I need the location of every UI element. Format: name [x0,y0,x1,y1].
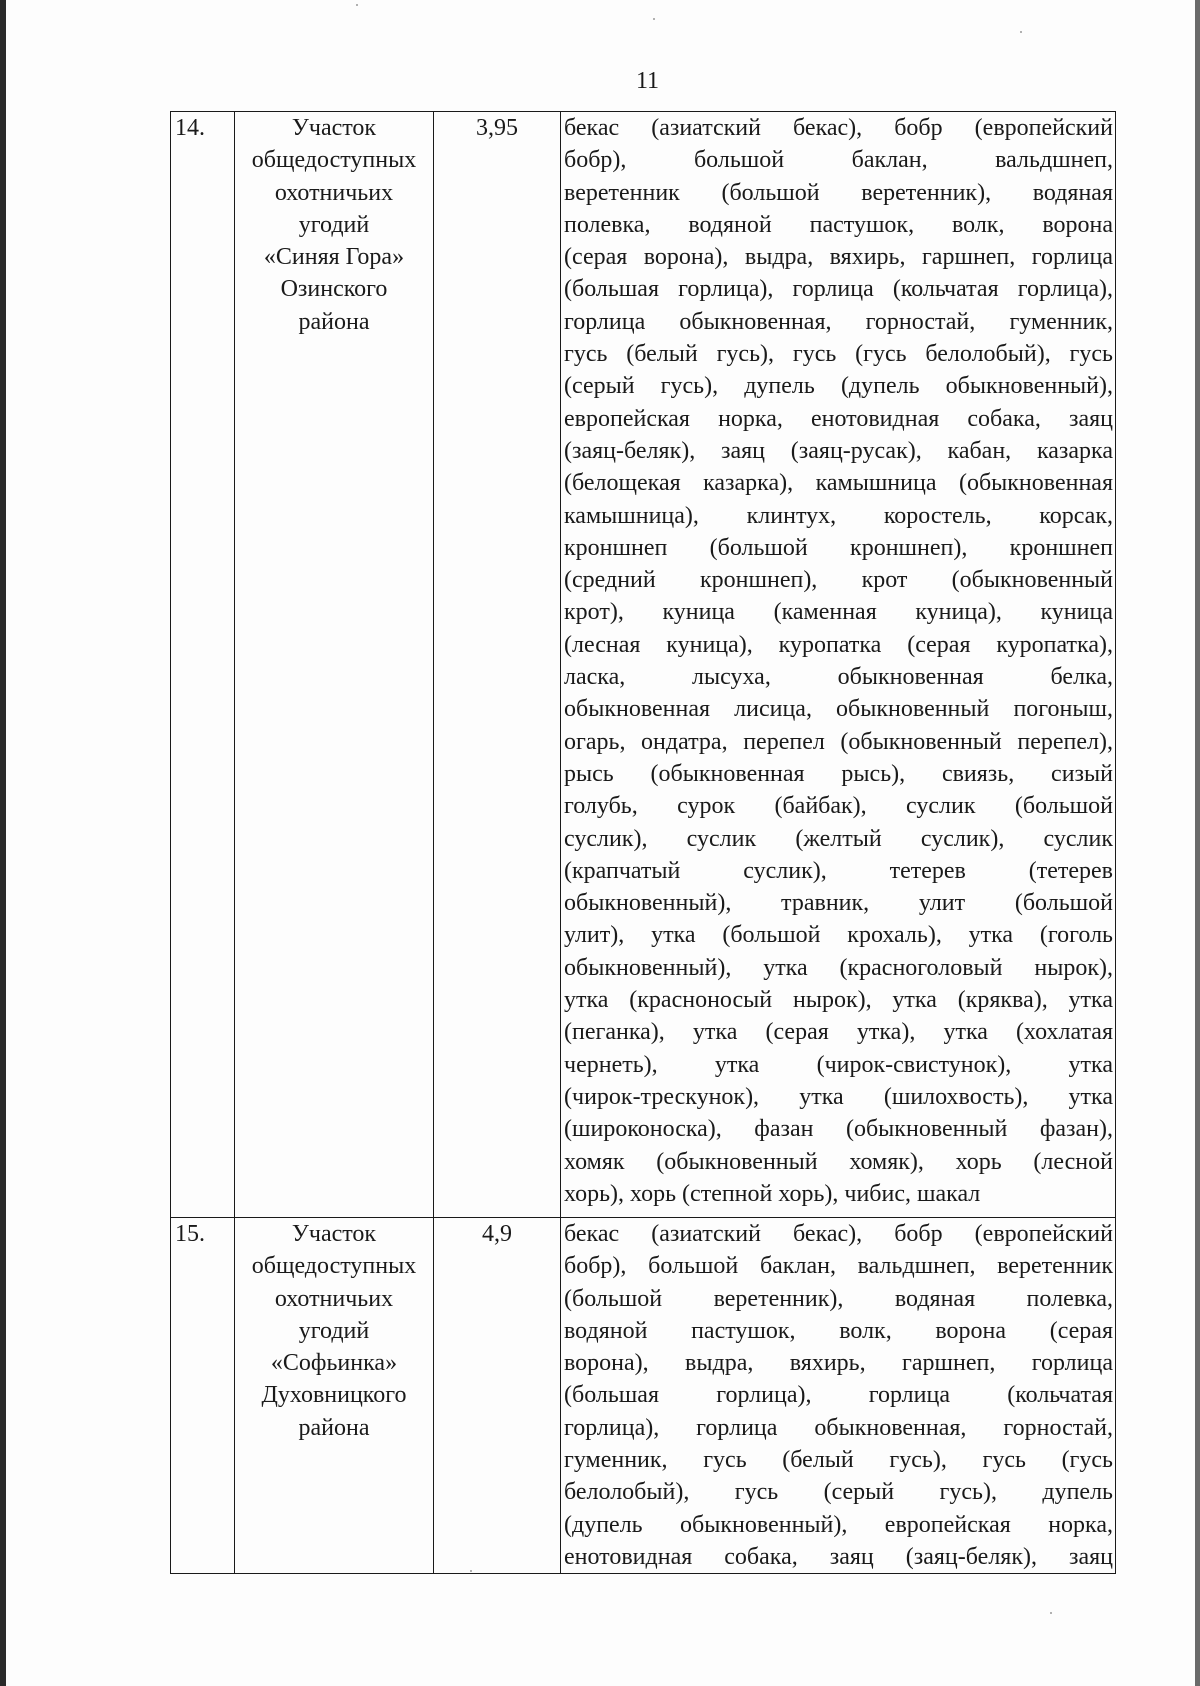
species-line: обыкновенный), травник, улит (большой [564,890,1113,917]
species-line: (крапчатый суслик), тетерев (тетерев [564,857,1113,884]
scan-speck [356,4,358,6]
species-line: (заяц-беляк), заяц (заяц-русак), кабан, казарка [564,437,1113,464]
ground-name-line: района [298,1414,370,1441]
ground-name-cell [235,1218,434,1574]
area-value: 4,9 [482,1221,512,1247]
species-list-cell [561,112,1116,1218]
scan-speck [1050,1612,1052,1614]
scan-edge-right [1195,0,1200,1686]
table-row [171,1218,1116,1574]
row-number: 15. [175,1221,205,1247]
table-body [171,112,1116,1574]
species-line: европейская норка, енотовидная собака, заяц [564,405,1113,432]
species-line: бекас (азиатский бекас), бобр (европейский [564,115,1113,141]
species-line: гусь (белый гусь), гусь (гусь белолобый), гусь [564,341,1113,368]
species-line: ворона), выдра, вяхирь, гаршнеп, горлица [564,1350,1113,1377]
ground-name-line: Участок [291,115,377,141]
ground-name-line: Участок [291,1221,377,1247]
ground-name-line: охотничьих [274,1285,394,1312]
species-line: чернеть), утка (чирок-свистунок), утка [564,1051,1113,1078]
species-line: бобр), большой баклан, вальдшнеп, [564,147,1113,174]
ground-name-line: общедоступных [251,147,417,174]
species-line: огарь, ондатра, перепел (обыкновенный перепел), [564,728,1113,755]
table-row [171,112,1116,1218]
species-line: (дупель обыкновенный), европейская норка, [564,1511,1113,1538]
species-line: голубь, сурок (байбак), суслик (большой [564,793,1113,820]
scan-speck [653,18,655,20]
species-line: (большая горлица), горлица (кольчатая [564,1382,1113,1409]
area-cell [434,1218,561,1574]
row-number-cell [171,112,235,1218]
scan-edge-left [0,0,6,1686]
species-line: камышница), клинтух, коростель, корсак, [564,502,1113,529]
species-line: ласка, лысуха, обыкновенная белка, [564,664,1113,691]
species-line: (средний кроншнеп), крот (обыкновенный [564,567,1113,594]
scan-speck [470,1570,472,1572]
species-line: хомяк (обыкновенный хомяк), хорь (лесной [564,1148,1113,1175]
species-line: хорь), хорь (степной хорь), чибис, шакал [564,1180,981,1207]
species-line: (пеганка), утка (серая утка), утка (хохлатая [564,1019,1113,1046]
species-line: гуменник, гусь (белый гусь), гусь (гусь [564,1447,1113,1474]
species-line: полевка, водяной пастушок, волк, ворона [564,211,1113,238]
hunting-grounds-table [170,111,1116,1574]
row-number: 14. [175,115,205,141]
species-line: суслик), суслик (желтый суслик), суслик [564,825,1113,852]
ground-name-line: «Синяя Гора» [263,244,405,271]
ground-name-line: общедоступных [251,1253,417,1280]
ground-name-line: угодий [298,211,370,238]
species-line: (чирок-трескунок), утка (шилохвость), утка [564,1083,1113,1110]
species-line: рысь (обыкновенная рысь), свиязь, сизый [564,760,1113,787]
species-line: горлица), горлица обыкновенная, горностай, [564,1414,1113,1441]
species-line: (лесная куница), куропатка (серая куропатка), [564,631,1113,658]
species-line: водяной пастушок, волк, ворона (серая [564,1317,1113,1344]
ground-name-line: охотничьих [274,179,394,206]
ground-name-line: «Софьинка» [270,1350,398,1377]
species-line: (белощекая казарка), камышница (обыкновенная [564,470,1113,497]
page-number: 11 [635,68,660,94]
scan-speck [1020,31,1022,33]
ground-name-line: угодий [298,1317,370,1344]
species-line: (серая ворона), выдра, вяхирь, гаршнеп, горлица [564,244,1113,271]
species-line: (широконоска), фазан (обыкновенный фазан), [564,1116,1113,1143]
ground-name-line: Духовницкого [261,1382,407,1409]
ground-name-line: Озинского [280,276,388,303]
species-line: енотовидная собака, заяц (заяц-беляк), заяц [564,1543,1113,1570]
row-number-cell [171,1218,235,1574]
species-line: горлица обыкновенная, горностай, гуменник, [564,308,1113,335]
ground-name-line: района [298,308,370,335]
species-list-cell [561,1218,1116,1574]
species-line: бекас (азиатский бекас), бобр (европейский [564,1221,1113,1247]
ground-name-cell [235,112,434,1218]
area-value: 3,95 [476,115,518,141]
species-line: (большая горлица), горлица (кольчатая горлица), [564,276,1113,303]
species-line: улит), утка (большой крохаль), утка (гоголь [564,922,1113,949]
species-line: (серый гусь), дупель (дупель обыкновенный), [564,373,1113,400]
species-line: белолобый), гусь (серый гусь), дупель [564,1479,1113,1506]
species-line: обыкновенный), утка (красноголовый нырок), [564,954,1113,981]
species-line: (большой веретенник), водяная полевка, [564,1285,1113,1312]
species-line: утка (красноносый нырок), утка (кряква), утка [564,987,1113,1014]
species-line: обыкновенная лисица, обыкновенный погоныш, [564,696,1113,723]
species-line: кроншнеп (большой кроншнеп), кроншнеп [564,534,1113,561]
area-cell [434,112,561,1218]
species-line: крот), куница (каменная куница), куница [564,599,1113,626]
species-line: бобр), большой баклан, вальдшнеп, веретенник [564,1253,1113,1280]
species-line: веретенник (большой веретенник), водяная [564,179,1113,206]
